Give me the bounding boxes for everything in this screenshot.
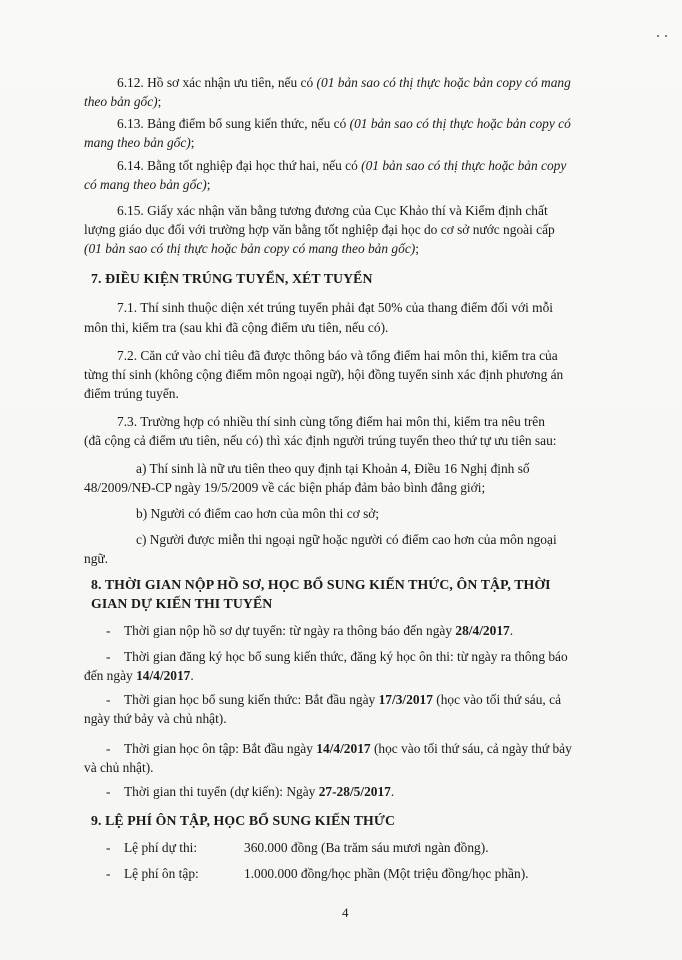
fee-review-value: 1.000.000 đồng/học phần (Một triệu đồng/học phần). [244,866,529,881]
section-8-item-2-line-2: đến ngày 14/4/2017. [84,668,194,683]
page-number: 4 [342,905,349,920]
item-6-13-line-2: mang theo bản gốc); [84,135,195,150]
section-7-3-a-line-1: a) Thí sinh là nữ ưu tiên theo quy định tại Khoản 4, Điều 16 Nghị định số [136,461,530,476]
section-7-heading: 7. ĐIỀU KIỆN TRÚNG TUYỂN, XÉT TUYỂN [91,271,373,286]
item-6-15-line-2: lượng giáo dục đối với trường hợp văn bằng tốt nghiệp đại học do cơ sở nước ngoài cấp [84,222,555,237]
bullet-dash: - [106,784,111,799]
section-7-3-b: b) Người có điểm cao hơn của môn thi cơ sở; [136,506,380,521]
section-8-heading-line-1: 8. THỜI GIAN NỘP HỒ SƠ, HỌC BỔ SUNG KIẾN THỨC, ÔN TẬP, THỜI [91,577,551,592]
section-7-3-line-1: 7.3. Trường hợp có nhiều thí sinh cùng tổng điểm hai môn thi, kiểm tra nêu trên [117,414,545,429]
section-7-2-line-1: 7.2. Căn cứ vào chỉ tiêu đã được thông báo và tổng điểm hai môn thi, kiểm tra của [117,348,558,363]
item-6-14-line-1: 6.14. Bằng tốt nghiệp đại học thứ hai, nếu có (01 bản sao có thị thực hoặc bản copy [117,158,567,173]
section-7-3-a-line-2: 48/2009/NĐ-CP ngày 19/5/2009 về các biện pháp đảm bảo bình đẳng giới; [84,480,486,495]
section-7-2-line-3: điểm trúng tuyển. [84,386,179,401]
bullet-dash: - [106,840,111,855]
section-8-item-3-line-1: Thời gian học bổ sung kiến thức: Bắt đầu ngày 17/3/2017 (học vào tối thứ sáu, cả [124,692,562,707]
section-8-item-3-line-2: ngày thứ bảy và chủ nhật). [84,711,227,726]
item-6-14-line-2: có mang theo bản gốc); [84,177,211,192]
fee-exam-value: 360.000 đồng (Ba trăm sáu mươi ngàn đồng). [244,840,489,855]
section-9-heading: 9. LỆ PHÍ ÔN TẬP, HỌC BỔ SUNG KIẾN THỨC [91,813,396,828]
section-8-item-1: Thời gian nộp hồ sơ dự tuyển: từ ngày ra thông báo đến ngày 28/4/2017. [124,623,514,638]
section-8-item-4-line-1: Thời gian học ôn tập: Bắt đầu ngày 14/4/2017 (học vào tối thứ sáu, cả ngày thứ bảy [124,741,572,756]
section-7-3-line-2: (đã cộng cả điểm ưu tiên, nếu có) thì xác định người trúng tuyển theo thứ tự ưu tiên sau: [84,433,557,448]
scan-speck [665,35,667,37]
section-8-heading-line-2: GIAN DỰ KIẾN THI TUYỂN [91,596,273,611]
bullet-dash: - [106,623,111,638]
item-6-15-line-1: 6.15. Giấy xác nhận văn bằng tương đương của Cục Khảo thí và Kiểm định chất [117,203,548,218]
section-8-item-2-line-1: Thời gian đăng ký học bổ sung kiến thức, đăng ký học ôn thi: từ ngày ra thông báo [124,649,568,664]
section-7-1-line-1: 7.1. Thí sinh thuộc diện xét trúng tuyển phải đạt 50% của thang điểm đối với mỗi [117,300,554,315]
section-8-item-4-line-2: và chủ nhật). [84,760,154,775]
section-7-2-line-2: từng thí sinh (không cộng điểm môn ngoại ngữ), hội đồng tuyển sinh xác định phương án [84,367,564,382]
item-6-12-line-2: theo bản gốc); [84,94,162,109]
item-6-15-line-3: (01 bản sao có thị thực hoặc bản copy có mang theo bản gốc); [84,241,419,256]
item-6-13-line-1: 6.13. Bảng điểm bổ sung kiến thức, nếu có (01 bản sao có thị thực hoặc bản copy có [117,116,571,131]
section-7-3-c-line-2: ngữ. [84,551,108,566]
bullet-dash: - [106,741,111,756]
fee-review-label: Lệ phí ôn tập: [124,866,199,881]
bullet-dash: - [106,649,111,664]
section-7-1-line-2: môn thi, kiểm tra (sau khi đã cộng điểm ưu tiên, nếu có). [84,320,389,335]
bullet-dash: - [106,692,111,707]
section-7-3-c-line-1: c) Người được miễn thi ngoại ngữ hoặc người có điểm cao hơn của môn ngoại [136,532,557,547]
bullet-dash: - [106,866,111,881]
section-8-item-5: Thời gian thi tuyển (dự kiến): Ngày 27-28/5/2017. [124,784,395,799]
item-6-12-line-1: 6.12. Hồ sơ xác nhận ưu tiên, nếu có (01 bản sao có thị thực hoặc bản copy có mang [117,75,571,90]
scan-speck [657,35,659,37]
fee-exam-label: Lệ phí dự thi: [124,840,198,855]
